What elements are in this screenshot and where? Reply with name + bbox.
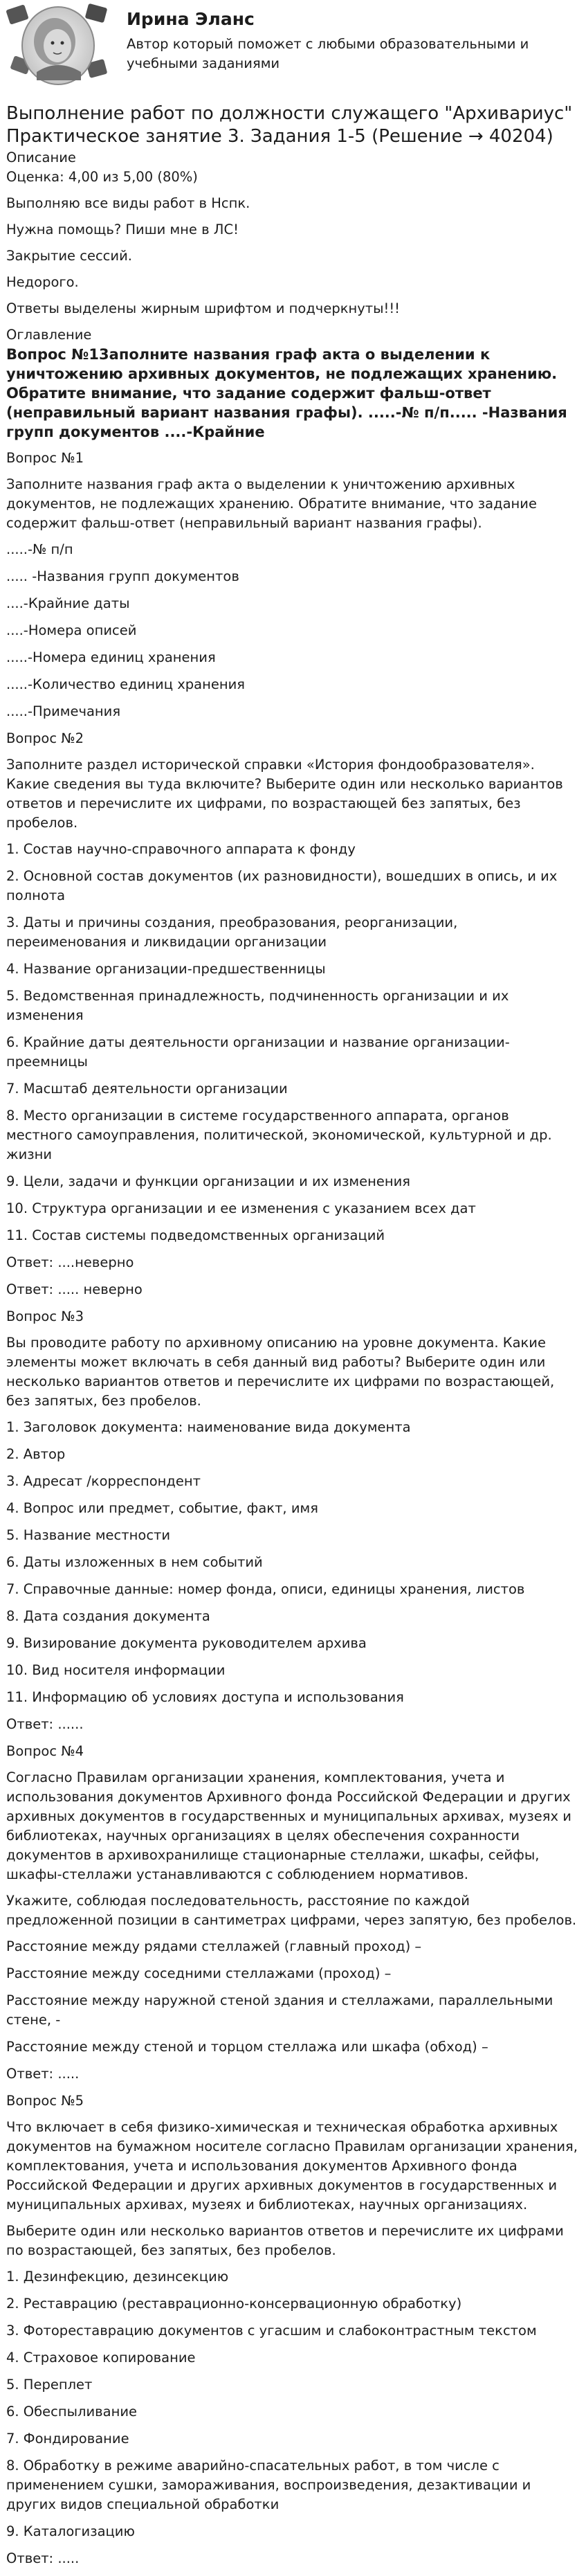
question-1-text: Заполните названия граф акта о выделении к уничтожению архивных документов, не подлежащих хранению. Обратите внимание, что задание содержит фальш-ответ (неправильный вариант названия графы).	[6, 476, 537, 531]
list-item: 5. Переплет	[6, 2377, 93, 2393]
list-item: 1. Состав научно-справочного аппарата к фонду	[6, 841, 356, 857]
list-item: ....-Номера описей	[6, 622, 137, 638]
question-5-instruction: Выберите один или несколько вариантов ответов и перечислите их цифрами по возрастающей, без запятых, без пробелов.	[6, 2223, 564, 2258]
question-4-instruction: Укажите, соблюдая последовательность, расстояние по каждой предложенной позиции в сантиметрах цифрами, через запятую, без пробелов.	[6, 1893, 577, 1928]
description-paragraph: Недорого.	[6, 274, 79, 290]
answer-line: Ответ: ..... неверно	[6, 1281, 143, 1297]
author-description: Автор который поможет с любыми образовательными и учебными заданиями	[127, 36, 529, 71]
list-item: 3. Адресат /корреспондент	[6, 1473, 201, 1489]
list-item: 3. Фотореставрацию документов с угасшим и слабоконтрастным текстом	[6, 2323, 537, 2339]
avatar[interactable]	[6, 3, 110, 87]
list-item: 11. Информацию об условиях доступа и использования	[6, 1689, 404, 1705]
list-item: 11. Состав системы подведомственных организаций	[6, 1227, 385, 1243]
list-item: 4. Название организации-предшественницы	[6, 961, 326, 977]
author-card	[6, 0, 579, 90]
toc-heading: Вопрос №13аполните названия граф акта о выделении к уничтожению архивных документов, не подлежащих хранению. Обратите внимание, что задание содержит фальш-ответ (неправильный вариант названия графы). .....-№ п/п..... -Названия групп документов ....-Крайние	[6, 346, 567, 440]
list-item: .....-Примечания	[6, 703, 121, 719]
answer-line: Ответ: ....неверно	[6, 1254, 134, 1270]
list-item: ....-Крайние даты	[6, 595, 130, 611]
description-paragraph: Закрытие сессий.	[6, 248, 132, 264]
list-item: Расстояние между наружной стеной здания и стеллажами, параллельными стене, -	[6, 1992, 553, 2028]
list-item: 10. Вид носителя информации	[6, 1662, 226, 1678]
list-item: ..... -Названия групп документов	[6, 568, 239, 584]
list-item: 4. Страховое копирование	[6, 2350, 196, 2366]
list-item: 9. Каталогизацию	[6, 2523, 135, 2539]
list-item: 6. Обеспыливание	[6, 2404, 138, 2420]
author-info	[110, 3, 542, 73]
page-title: Выполнение работ по должности служащего "Архивариус" Практическое занятие 3. Задания 1-5 (Решение → 40204)	[6, 103, 573, 147]
list-item: 2. Реставрацию (реставрационно-консервационную обработку)	[6, 2296, 462, 2312]
answer-line: Ответ: .....	[6, 2066, 80, 2082]
list-item: 7. Масштаб деятельности организации	[6, 1081, 288, 1097]
list-item: 9. Визирование документа руководителем архива	[6, 1635, 367, 1651]
list-item: 5. Название местности	[6, 1527, 171, 1543]
answer-line: Ответ: .....	[6, 2550, 80, 2566]
question-2-text: Заполните раздел исторической справки «История фондообразователя». Какие сведения вы туда включите? Выберите один или несколько вариантов ответов и перечислите их цифрами, по возрастающей без запятых, без пробелов.	[6, 757, 563, 831]
description-paragraph: Ответы выделены жирным шрифтом и подчеркнуты!!!	[6, 300, 400, 316]
list-item: .....-Номера единиц хранения	[6, 649, 216, 665]
list-item: 2. Автор	[6, 1446, 66, 1462]
question-3-text: Вы проводите работу по архивному описанию на уровне документа. Какие элементы может включать в себя данный вид работы? Выберите один или несколько вариантов ответов и перечислите их цифрами по возрастающей, без запятых, без пробелов.	[6, 1335, 555, 1409]
list-item: 4. Вопрос или предмет, событие, факт, имя	[6, 1500, 318, 1516]
list-item: 10. Структура организации и ее изменения с указанием всех дат	[6, 1200, 476, 1216]
list-item: 1. Дезинфекцию, дезинсекцию	[6, 2269, 229, 2285]
list-item: 6. Даты изложенных в нем событий	[6, 1554, 263, 1570]
list-item: Расстояние между стеной и торцом стеллажа или шкафа (обход) –	[6, 2039, 488, 2055]
list-item: .....-№ п/п	[6, 541, 73, 557]
rating: Оценка: 4,00 из 5,00 (80%)	[6, 169, 198, 185]
avatar-image	[6, 3, 110, 87]
description-paragraph: Выполняю все виды работ в Нспк.	[6, 195, 250, 211]
answer-line: Ответ: ......	[6, 1716, 84, 1732]
list-item: 2. Основной состав документов (их разновидности), вошедших в опись, и их полнота	[6, 868, 558, 903]
question-5-text: Что включает в себя физико-химическая и техническая обработка архивных документов на бумажном носителе согласно Правилам организации хранения, комплектования, учета и использования документов Архивного фонда Российской Федерации и других архивных документов в государственных и муниципальных архивах, музеях и библиотеках, научных организациях.	[6, 2119, 578, 2213]
question-2-label: Вопрос №2	[6, 730, 84, 746]
list-item: 8. Место организации в системе государственного аппарата, органов местного самоуправления, политической, экономической, культурной и др. жизни	[6, 1108, 552, 1162]
question-4-text: Согласно Правилам организации хранения, комплектования, учета и использования документов Архивного фонда Российской Федерации и других архивных документов в государственных и муниципальных архивах, музеях и библиотеках, научных организациях в целях обеспечения сохранности документов в архивохранилище стационарные стеллажи, шкафы, сейфы, шкафы-стеллажи устанавливаются с соблюдением нормативов.	[6, 1769, 571, 1882]
list-item: 1. Заголовок документа: наименование вида документа	[6, 1419, 411, 1435]
list-item: 5. Ведомственная принадлежность, подчиненность организации и их изменения	[6, 988, 509, 1023]
list-item: 7. Фондирование	[6, 2431, 129, 2447]
list-item: 6. Крайние даты деятельности организации и название организации-преемницы	[6, 1034, 510, 1070]
list-item: 8. Дата создания документа	[6, 1608, 210, 1624]
question-5-label: Вопрос №5	[6, 2093, 84, 2109]
toc-label: Оглавление	[6, 327, 92, 343]
description-label: Описание	[6, 150, 76, 165]
list-item: 3. Даты и причины создания, преобразования, реорганизации, переименования и ликвидации организации	[6, 915, 458, 950]
list-item: Расстояние между соседними стеллажами (проход) –	[6, 1965, 392, 1981]
question-1-label: Вопрос №1	[6, 450, 84, 466]
list-item: Расстояние между рядами стеллажей (главный проход) –	[6, 1938, 422, 1954]
list-item: 7. Справочные данные: номер фонда, описи, единицы хранения, листов	[6, 1581, 525, 1597]
description-paragraph: Нужна помощь? Пиши мне в ЛС!	[6, 222, 239, 237]
list-item: .....-Количество единиц хранения	[6, 676, 245, 692]
question-4-label: Вопрос №4	[6, 1743, 84, 1759]
list-item: 8. Обработку в режиме аварийно-спасательных работ, в том числе с применением сушки, замораживания, воспроизведения, дезактивации и других видов специальной обработки	[6, 2458, 531, 2512]
author-name[interactable]: Ирина Эланс	[127, 9, 255, 29]
list-item: 9. Цели, задачи и функции организации и их изменения	[6, 1173, 411, 1189]
question-3-label: Вопрос №3	[6, 1308, 84, 1324]
